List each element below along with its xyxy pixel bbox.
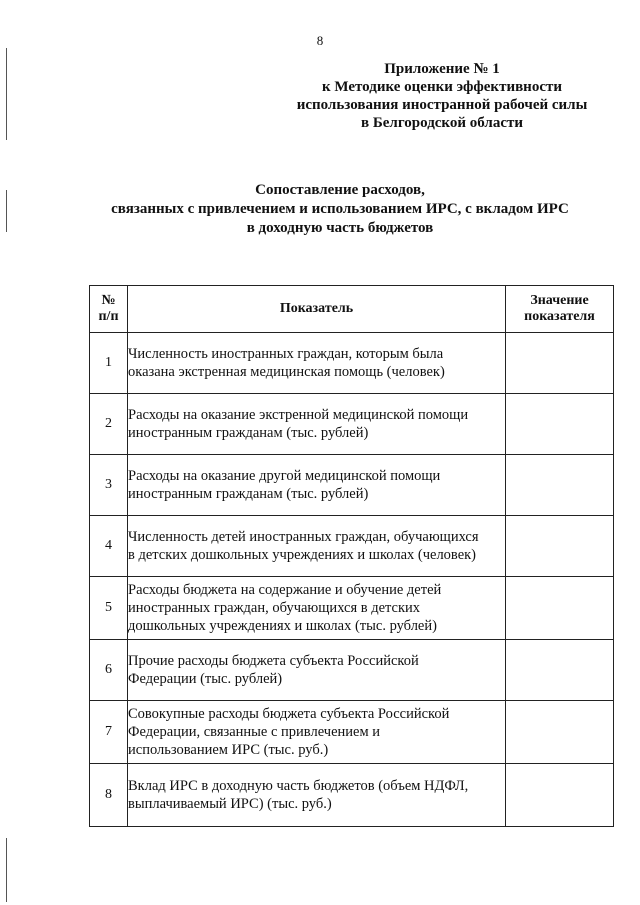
header-number-line-2: п/п bbox=[98, 309, 119, 324]
row-indicator-line: в детских дошкольных учреждениях и школах (человек) bbox=[128, 547, 476, 563]
row-indicator-line: Вклад ИРС в доходную часть бюджетов (объем НДФЛ, bbox=[128, 778, 469, 794]
row-value-cell bbox=[506, 640, 614, 701]
row-number: 4 bbox=[90, 516, 128, 577]
title-line-3: в доходную часть бюджетов bbox=[246, 220, 434, 236]
appendix-line-4: в Белгородской области bbox=[361, 115, 523, 131]
row-indicator bbox=[128, 701, 506, 764]
row-value-cell bbox=[506, 701, 614, 764]
header-number-line-1: № bbox=[101, 293, 116, 308]
row-indicator-line: Расходы бюджета на содержание и обучение детей bbox=[128, 582, 442, 598]
row-number: 2 bbox=[90, 394, 128, 455]
row-value-cell bbox=[506, 577, 614, 640]
scan-margin-mark-middle bbox=[6, 190, 7, 232]
appendix-line-1: Приложение № 1 bbox=[384, 61, 500, 77]
scan-margin-mark-bottom bbox=[6, 838, 7, 902]
row-indicator-line: Численность иностранных граждан, которым была bbox=[128, 346, 444, 362]
row-indicator-line: Численность детей иностранных граждан, обучающихся bbox=[128, 529, 479, 545]
header-value-line-1: Значение bbox=[530, 293, 589, 308]
row-number: 7 bbox=[90, 701, 128, 764]
row-indicator bbox=[128, 516, 506, 577]
page-number: 8 bbox=[316, 33, 324, 48]
row-indicator bbox=[128, 333, 506, 394]
header-value bbox=[506, 286, 614, 333]
appendix-line-2: к Методике оценки эффективности bbox=[321, 79, 562, 95]
table-row bbox=[90, 455, 614, 516]
row-indicator bbox=[128, 577, 506, 640]
header-indicator: Показатель bbox=[128, 286, 506, 333]
row-value-cell bbox=[506, 764, 614, 827]
row-indicator-line: дошкольных учреждениях и школах (тыс. рублей) bbox=[128, 618, 437, 634]
row-indicator-line: иностранным гражданам (тыс. рублей) bbox=[128, 486, 369, 502]
header-value-line-2: показателя bbox=[524, 309, 595, 324]
row-value-cell bbox=[506, 455, 614, 516]
row-indicator-line: Прочие расходы бюджета субъекта Российской bbox=[128, 653, 419, 669]
row-indicator-line: иностранных граждан, обучающихся в детских bbox=[128, 600, 421, 616]
row-number: 6 bbox=[90, 640, 128, 701]
row-indicator-line: Расходы на оказание другой медицинской помощи bbox=[128, 468, 441, 484]
row-number: 8 bbox=[90, 764, 128, 827]
table-row bbox=[90, 701, 614, 764]
row-indicator-line: Федерации (тыс. рублей) bbox=[128, 671, 283, 687]
row-indicator-line: иностранным гражданам (тыс. рублей) bbox=[128, 425, 369, 441]
table-header-row bbox=[90, 286, 614, 333]
header-number bbox=[90, 286, 128, 333]
appendix-line-3: использования иностранной рабочей силы bbox=[296, 97, 588, 113]
row-value-cell bbox=[506, 333, 614, 394]
indicators-table bbox=[89, 285, 614, 827]
table-row bbox=[90, 516, 614, 577]
row-indicator-line: выплачиваемый ИРС) (тыс. руб.) bbox=[128, 796, 332, 812]
row-number: 5 bbox=[90, 577, 128, 640]
row-indicator-line: Расходы на оказание экстренной медицинской помощи bbox=[128, 407, 469, 423]
scan-margin-mark-top bbox=[6, 48, 7, 140]
row-indicator bbox=[128, 455, 506, 516]
row-indicator-line: использованием ИРС (тыс. руб.) bbox=[128, 742, 329, 758]
row-value-cell bbox=[506, 394, 614, 455]
appendix-heading bbox=[262, 60, 622, 132]
row-indicator bbox=[128, 764, 506, 827]
row-indicator-line: Совокупные расходы бюджета субъекта Российской bbox=[128, 706, 450, 722]
document-title bbox=[60, 181, 620, 238]
table-row bbox=[90, 333, 614, 394]
row-indicator bbox=[128, 640, 506, 701]
row-indicator bbox=[128, 394, 506, 455]
table-row bbox=[90, 394, 614, 455]
row-number: 3 bbox=[90, 455, 128, 516]
row-number: 1 bbox=[90, 333, 128, 394]
row-value-cell bbox=[506, 516, 614, 577]
table-row bbox=[90, 577, 614, 640]
table-row bbox=[90, 764, 614, 827]
row-indicator-line: Федерации, связанные с привлечением и bbox=[128, 724, 381, 740]
row-indicator-line: оказана экстренная медицинская помощь (человек) bbox=[128, 364, 445, 380]
title-line-1: Сопоставление расходов, bbox=[255, 182, 425, 198]
title-line-2: связанных с привлечением и использованием ИРС, с вкладом ИРС bbox=[111, 201, 569, 217]
table-row bbox=[90, 640, 614, 701]
